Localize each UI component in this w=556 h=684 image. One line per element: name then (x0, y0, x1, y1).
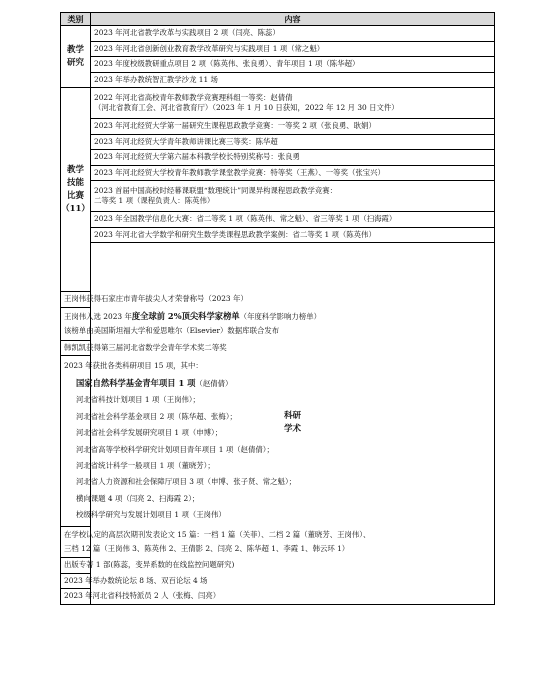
achievements-table (60, 12, 495, 605)
table-row (61, 165, 495, 181)
content-line: 河北省社会科学基金项目 2 项（陈华超、张梅）； (76, 411, 237, 421)
content-cell: 王岗伟获得石家庄市青年拔尖人才荣誉称号（2023 年） (61, 292, 91, 308)
table-row (61, 181, 495, 212)
category-line: 教学 (66, 164, 84, 175)
category-line: 科研 (283, 411, 301, 422)
content-line: 河北省社会科学发展研究项目 1 项（申博）； (76, 428, 223, 438)
category-line: 比赛 (66, 190, 84, 201)
content-cell: 2023 年举办数统论坛 8 场、双百论坛 4 场 (61, 573, 91, 589)
summary-sheet (60, 12, 494, 605)
content-cell (91, 181, 495, 212)
table-row (61, 243, 495, 292)
content-line: 三档 12 篇（王岗伟 3、陈英伟 2、王倩影 2、闫亮 2、陈华超 1、李霞 1、韩云环 1） (64, 544, 350, 553)
content-line: 二等奖 1 项（课程负责人：陈英伟） (94, 196, 215, 205)
text-segment: （年度科学影响力榜单） (239, 312, 321, 321)
category-line: （11） (61, 203, 90, 214)
content-line: 在学校认定的高层次期刊发表论文 15 篇：一档 1 篇（关菲）、二档 2 篇（董晓芳、王岗伟）、 (64, 530, 371, 539)
content-cell (61, 307, 321, 340)
header-content: 内容 (91, 13, 495, 26)
content-cell: 2023 年河北省大学数学和研究生数学类课程思政教学案例：省二等奖 1 项（陈英伟） (91, 227, 495, 243)
content-cell: 2023 年河北经贸大学校青年教师教学课堂教学竞赛：特等奖（王燕）、一等奖（张宝兴） (91, 165, 495, 181)
content-cell (61, 527, 371, 558)
table-header-row (61, 13, 495, 26)
content-line: 该榜单由美国斯坦福大学和爱思唯尔（Elsevier）数据库联合发布 (64, 326, 280, 335)
table-row (61, 227, 495, 243)
table-row (61, 212, 495, 228)
category-line: 技能 (66, 177, 84, 188)
text-segment: （赵倩倩） (195, 378, 233, 388)
content-cell: 2023 年河北经贸大学第六届本科教学校长特别奖称号：张良勇 (91, 150, 495, 166)
content-cell: 2023 年河北经贸大学青年教师讲课比赛三等奖：陈华超 (91, 134, 495, 150)
content-line (64, 375, 233, 392)
highlight-text: 度全球前 2%顶尖科学家榜单 (131, 311, 240, 321)
content-line: 2023 首届中国高校时经幕课联盟“数理统计”同课异构课程思政教学竞赛： (94, 185, 338, 195)
content-cell (91, 88, 495, 119)
table-row (61, 26, 495, 42)
content-cell: 出版专著 1 部(陈蕊，变异系数的在线监控问题研究) (61, 558, 91, 574)
category-teaching-competitions (61, 88, 91, 292)
content-line: 横向课题 4 项（闫亮 2、扫海霞 2）； (76, 493, 200, 503)
text-segment: 王岗伟入选 2023 年 (64, 312, 132, 321)
header-category: 类别 (61, 13, 91, 26)
table-row (61, 88, 495, 119)
highlight-text: 国家自然科学基金青年项目 1 项 (76, 377, 196, 388)
table-row (61, 41, 495, 57)
table-row (61, 57, 495, 73)
table-row (61, 150, 495, 166)
category-line: 研究 (66, 57, 84, 68)
category-line: 教学 (66, 44, 84, 55)
table-row (61, 134, 495, 150)
content-line: （河北省教育工会、河北省教育厅）（2023 年 1 月 10 日获知，2022 年 12 月 30 日文件） (94, 103, 399, 112)
content-line (64, 309, 321, 324)
content-line: 校级科学研究与发展计划项目 1 项（王岗伟） (76, 510, 226, 520)
category-line: 学术 (283, 424, 301, 435)
content-cell: 2023 年河北省科技特派员 2 人（张梅、闫亮） (61, 589, 91, 605)
content-line: 河北省统计科学一般项目 1 项（董晓芳）； (76, 460, 215, 470)
content-cell: 2023 年河北经贸大学第一届研究生课程思政教学竞赛：一等奖 2 项（张良勇、耿娟） (91, 119, 495, 135)
content-cell: 2023 年举办教统智汇教学沙龙 11 场 (91, 72, 495, 88)
content-line: 河北省高等学校科学研究计划项目青年项目 1 项（赵倩倩）； (76, 444, 274, 454)
content-line: 河北省人力资源和社会保障厅项目 3 项（申博、张子贤、常之魁）； (76, 477, 297, 487)
content-cell: 2023 年河北省创新创业教育教学改革研究与实践项目 1 项（常之魁） (91, 41, 495, 57)
table-row (61, 72, 495, 88)
content-cell: 2023 年河北省教学改革与实践项目 2 项（闫亮、陈蕊） (91, 26, 495, 42)
content-line: 2022 年河北省高校青年教师教学竞赛理科组一等奖：赵倩倩 (94, 92, 293, 102)
content-cell: 2023 年全国教学信息化大赛：省二等奖 1 项（陈英伟、常之魁）、省三等奖 1 项（扫海霞） (91, 212, 495, 228)
content-line: 2023 年获批各类科研项目 15 项，其中： (64, 361, 203, 371)
category-teaching-research (61, 26, 91, 88)
table-row (61, 119, 495, 135)
content-line: 河北省科技计划项目 1 项（王岗伟）； (76, 395, 200, 405)
content-cell: 2023 年度校级教研重点项目 2 项（陈英伟、张良勇）、青年项目 1 项（陈华超） (91, 57, 495, 73)
content-cell: 韩凯凯获得第三届河北省数学会青年学术奖二等奖 (61, 340, 91, 356)
